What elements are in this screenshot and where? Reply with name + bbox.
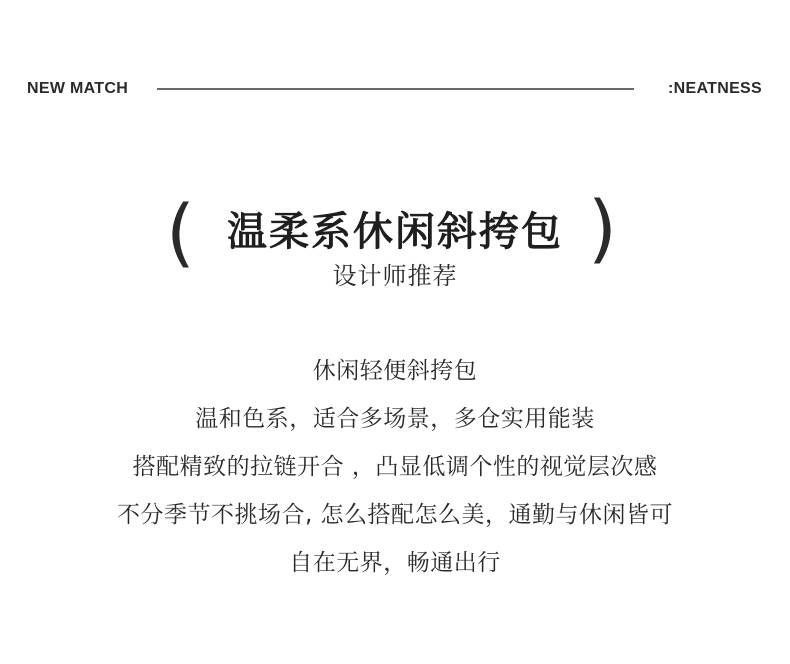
neatness-label: :NEATNESS: [668, 80, 762, 97]
description-line: 休闲轻便斜挎包: [312, 358, 478, 384]
description-line: 自在无界，畅通出行: [289, 550, 501, 576]
new-match-label: NEW MATCH: [27, 80, 129, 97]
left-parenthesis: (: [166, 190, 195, 276]
description-line: 温和色系，适合多场景，多仓实用能装: [195, 406, 595, 432]
description-line: 不分季节不挑场合, 怎么搭配怎么美，通勤与休闲皆可: [116, 502, 674, 528]
description-line: 搭配精致的拉链开合 ，凸显低调个性的视觉层次感: [132, 454, 658, 480]
header-divider: [157, 88, 634, 90]
title-block: [0, 186, 790, 300]
description-list: [0, 353, 790, 593]
right-parenthesis: ): [588, 186, 617, 272]
page-subtitle: 设计师推荐: [332, 262, 458, 290]
page-title: 温柔系休闲斜挎包: [227, 209, 563, 255]
header-row: [0, 76, 790, 102]
